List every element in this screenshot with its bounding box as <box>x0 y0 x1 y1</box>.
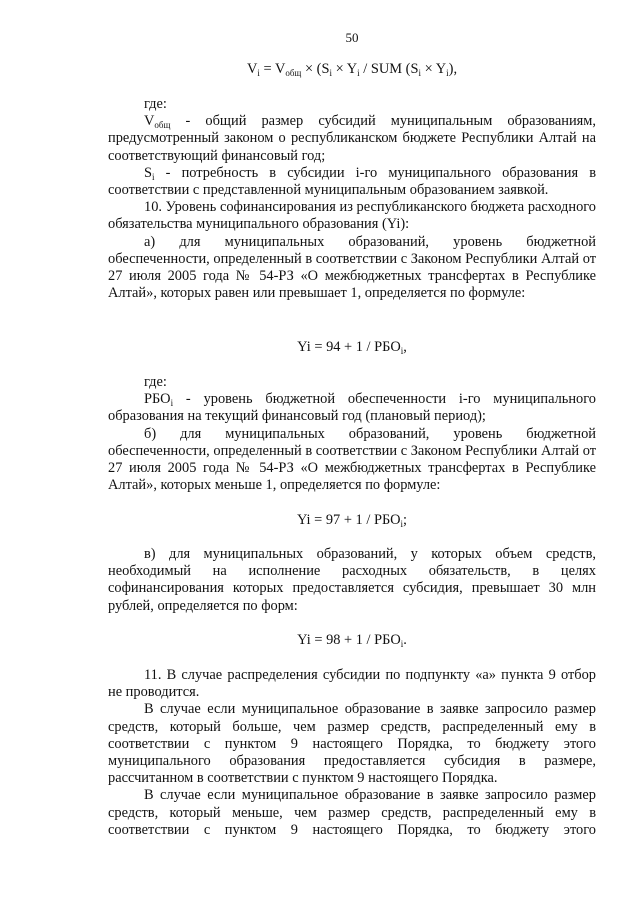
page-number: 50 <box>345 30 359 45</box>
item-a: а) для муниципальных образований, уровень бюджетной обеспеченности, определенный в соответствии с Законом Республики Алтай от 27 июля 2005 года № 54-РЗ «О межбюджетных трансфертах в Республике Алтай», которых равен или превышает 1, определяется по формуле: <box>108 233 596 302</box>
item-10: 10. Уровень софинансирования из республиканского бюджета расходного обязательства муниципального образования (Yi): <box>108 199 596 233</box>
where-label-2: где: <box>144 374 167 390</box>
paragraph-less: В случае если муниципальное образование в заявке запросило размер средств, который меньше, чем размер средств, распределенный ему в соответствии с пунктом 9 настоящего Порядка, то бюджету этого <box>108 787 596 838</box>
formula-a: $Yi = 94 + 1 / РБО_i$, <box>297 339 407 356</box>
definitions-block-2 <box>108 374 596 494</box>
item-v-block <box>108 546 596 615</box>
formula-b: $Yi = 97 + 1 / РБО_i$; <box>296 512 408 529</box>
formula-subsidy-share: $V_i = V_{общ} \times (S_i \times Y_i$ / SUM $(S_i \times Y_i)$, <box>246 61 458 78</box>
definition-v-total: $V_{общ}$ - общий размер субсидий муниципальным образованиям, предусмотренный законом о республиканском бюджете Республики Алтай на соответствующий финансовый год; <box>108 113 596 164</box>
paragraph-more: В случае если муниципальное образование в заявке запросило размер средств, который больше, чем размер средств, распределенный ему в соответствии с пунктом 9 настоящего Порядка, то бюджету этого муниципального образования предоставляется субсидия в размере, рассчитанном в соответствии с пунктом 9 настоящего Порядка. <box>108 701 596 787</box>
definition-s-need: $S_i$ - потребность в субсидии i-го муниципального образования в соответствии с представленной муниципальным образованием заявкой. <box>108 164 596 199</box>
document-page <box>108 0 596 905</box>
definitions-block-1 <box>108 96 596 302</box>
item-11-block <box>108 667 596 839</box>
where-label-1: где: <box>144 96 167 112</box>
item-11: 11. В случае распределения субсидии по подпункту «а» пункта 9 отбор не проводится. <box>108 667 596 701</box>
definition-rbo: $РБО_i$ - уровень бюджетной обеспеченности i-го муниципального образования на текущий финансовый год (плановый период); <box>108 391 596 425</box>
formula-v: $Yi = 98 + 1 / РБО_i$. <box>297 632 407 649</box>
item-v: в) для муниципальных образований, у которых объем средств, необходимый на исполнение расходных обязательств, в целях софинансирования которых предоставляется субсидия, превышает 30 млн рублей, определяется по форм: <box>108 546 596 614</box>
item-b: б) для муниципальных образований, уровень бюджетной обеспеченности, определенный в соответствии с Законом Республики Алтай от 27 июля 2005 года № 54-РЗ «О межбюджетных трансфертах в Республике Алтай», которых меньше 1, определяется по формуле: <box>108 425 596 494</box>
